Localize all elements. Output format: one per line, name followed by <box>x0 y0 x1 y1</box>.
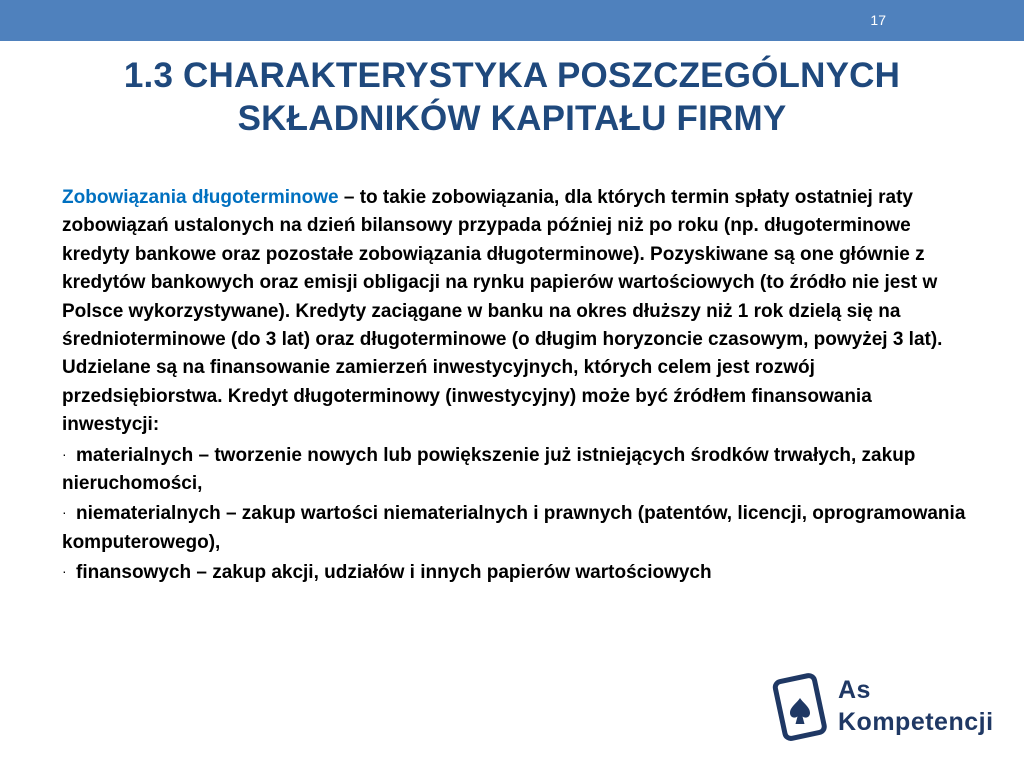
bullet-text: niematerialnych – zakup wartości niematerialnych i prawnych (patentów, licencji, oprogramowania komputerowego), <box>62 503 966 553</box>
bullet-item-intangible <box>62 498 967 557</box>
bullet-text: finansowych – zakup akcji, udziałów i innych papierów wartościowych <box>76 562 712 584</box>
bullet-dot-icon: · <box>62 445 67 462</box>
page-number: 17 <box>870 12 886 28</box>
spade-card-icon <box>768 668 832 746</box>
logo-text <box>838 674 994 738</box>
bullet-dot-icon: · <box>62 504 67 521</box>
definition-text: – to takie zobowiązania, dla których termin spłaty ostatniej raty zobowiązań ustalonych na dzień bilansowy przypada później niż po roku (np. długoterminowe kredyty bankowe oraz pozostałe zobowiązania długoterminowe). Pozyskiwane są one głównie z kredytów bankowych oraz emisji obligacji na rynku papierów wartościowych (to źródło nie jest w Polsce wykorzystywane). Kredyty zaciągane w banku na okres dłuższy niż 1 rok dzielą się na średnioterminowe (do 3 lat) oraz długoterminowe (o długim horyzoncie czasowym, powyżej 3 lat). Udzielane są na finansowanie zamierzeń inwestycyjnych, których celem jest rozwój przedsiębiorstwa. Kredyt długoterminowy (inwestycyjny) może być źródłem finansowania inwestycji: <box>62 187 943 436</box>
defined-term: Zobowiązania długoterminowe <box>62 187 339 208</box>
bullet-text: materialnych – tworzenie nowych lub powiększenie już istniejących środków trwałych, zakup nieruchomości, <box>62 444 916 495</box>
bullet-item-financial <box>62 557 967 587</box>
logo-line-2: Kompetencji <box>838 708 994 736</box>
top-bar <box>0 0 1024 41</box>
slide-body <box>62 184 967 588</box>
slide-title: 1.3 CHARAKTERYSTYKA POSZCZEGÓLNYCH SKŁADNIKÓW KAPITAŁU FIRMY <box>123 56 901 138</box>
logo-line-1: As <box>838 676 871 704</box>
bullet-item-material <box>62 440 967 499</box>
bullet-dot-icon: · <box>62 563 67 580</box>
logo <box>768 668 998 748</box>
definition-paragraph <box>62 184 967 440</box>
